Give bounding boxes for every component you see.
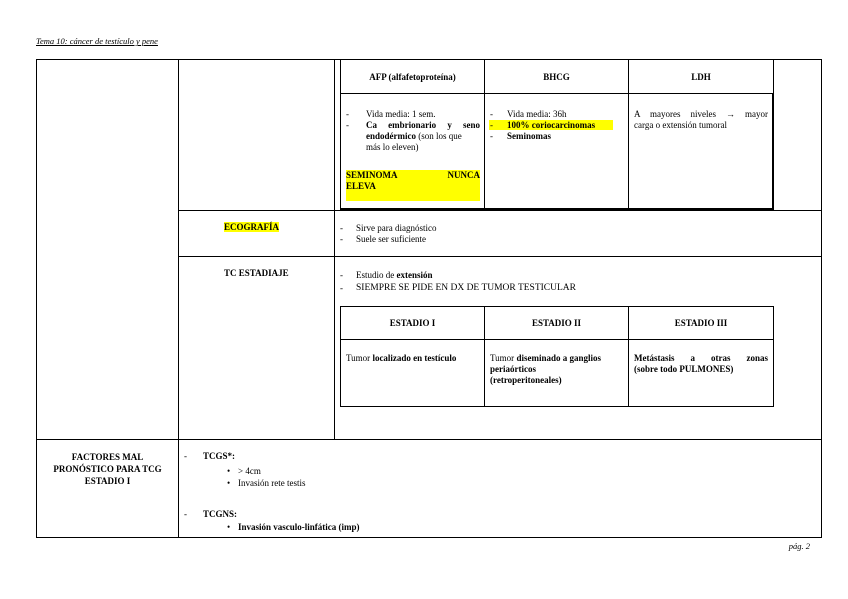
- stage3-text-2: (sobre todo PULMONES): [634, 364, 734, 374]
- bhcg-seminomas: Seminomas: [507, 131, 552, 141]
- tcgns-bullet1: Invasión vasculo-linfática (imp): [238, 522, 360, 532]
- tc-label: TC ESTADIAJE: [224, 268, 289, 278]
- ldh-header: LDH: [691, 72, 711, 82]
- factores-label: FACTORES MAL PRONÓSTICO PARA TCG ESTADIO I: [53, 452, 162, 486]
- bhcg-header: BHCG: [543, 72, 570, 82]
- afp-line3: (son los que: [418, 131, 462, 141]
- stage3-header: ESTADIO III: [674, 318, 728, 328]
- afp-line4: más lo eleven): [366, 142, 419, 152]
- ldh-line2: carga o extensión tumoral: [634, 120, 728, 130]
- afp-header: AFP (alfafetoproteína): [369, 72, 456, 82]
- tcgs-bullet2: Invasión rete testis: [238, 478, 306, 488]
- eco-line1: Sirve para diagnóstico: [356, 223, 437, 233]
- tc-line1: Estudio de extensión: [356, 270, 433, 280]
- stage2-text: Tumor diseminado a ganglios: [490, 353, 601, 363]
- bhcg-half-life: Vida media: 36h: [507, 109, 567, 119]
- eco-label: ECOGRAFÍA: [224, 222, 280, 232]
- stage2-text-2: periaórticos: [490, 364, 536, 374]
- ldh-line1: A mayores niveles → mayor: [634, 109, 768, 119]
- afp-half-life: Vida media: 1 sem.: [366, 109, 436, 119]
- tcgs-bullet1: > 4cm: [238, 466, 261, 476]
- tcgs-label: TCGS*:: [203, 451, 236, 461]
- bhcg-coriocarcinomas: 100% coriocarcinomas: [507, 120, 596, 130]
- stage2-header: ESTADIO II: [531, 318, 582, 328]
- eco-line2: Suele ser suficiente: [356, 234, 426, 244]
- afp-line2: Ca embrionario y seno: [366, 120, 480, 130]
- stage2-text-3: (retroperitoneales): [490, 375, 562, 385]
- stage1-header: ESTADIO I: [389, 318, 436, 328]
- tc-line2: SIEMPRE SE PIDE EN DX DE TUMOR TESTICULAR: [356, 283, 577, 293]
- afp-seminoma-note: SEMINOMA NUNCA ELEVA: [346, 170, 480, 201]
- document-header: Tema 10: cáncer de testículo y pene: [36, 36, 158, 46]
- afp-line3-bold: endodérmico: [366, 131, 416, 141]
- stage3-text: Metástasis a otras zonas: [634, 353, 768, 363]
- stage1-text: Tumor localizado en testículo: [346, 353, 457, 363]
- page-number: pág. 2: [788, 541, 810, 551]
- tcgns-label: TCGNS:: [203, 509, 238, 519]
